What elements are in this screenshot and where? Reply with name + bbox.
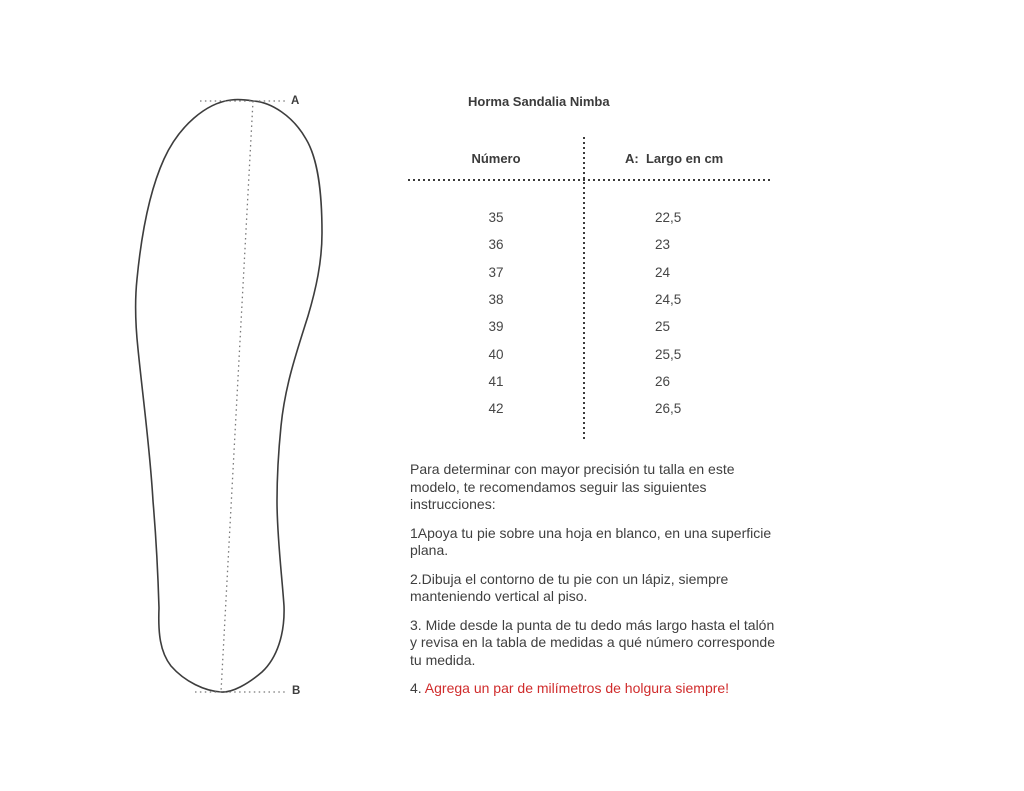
table-title: Horma Sandalia Nimba (468, 94, 610, 109)
table-row (400, 259, 780, 286)
instructions-intro: Para determinar con mayor precisión tu talla en este modelo, te recomendamos seguir las siguientes instrucciones: (410, 461, 735, 512)
size-length-cm: 23 (655, 237, 671, 253)
size-number: 39 (488, 319, 504, 335)
table-rows (400, 204, 780, 422)
size-number: 38 (488, 292, 504, 308)
table-row (400, 313, 780, 340)
table-row (400, 340, 780, 367)
instructions-block (410, 461, 784, 698)
size-number: 35 (488, 210, 504, 226)
foot-outline-path (136, 100, 322, 692)
table-row (400, 368, 780, 395)
size-number: 40 (488, 346, 504, 362)
column-header-numero: Número (471, 151, 521, 166)
size-length-cm: 22,5 (655, 210, 682, 226)
instruction-step-2: 2.Dibuja el contorno de tu pie con un lápiz, siempre manteniendo vertical al piso. (410, 570, 729, 604)
foot-outline-diagram (120, 85, 340, 705)
size-table (400, 85, 780, 455)
instruction-step-1: 1Apoya tu pie sobre una hoja en blanco, en una superficie plana. (410, 524, 772, 558)
table-row (400, 204, 780, 231)
table-row (400, 395, 780, 422)
measurement-line (221, 101, 253, 692)
marker-a-label: A (291, 95, 300, 107)
size-number: 37 (488, 264, 504, 280)
size-length-cm: 26 (655, 373, 671, 389)
table-divider-horizontal (408, 179, 770, 181)
instruction-step-3: 3. Mide desde la punta de tu dedo más largo hasta el talón y revisa en la tabla de medidas a qué número corresponde tu medida. (410, 616, 775, 668)
size-length-cm: 25,5 (655, 346, 682, 362)
size-length-cm: 26,5 (655, 401, 682, 417)
size-length-cm: 24,5 (655, 292, 682, 308)
instruction-step-4 (410, 680, 784, 698)
size-number: 41 (488, 373, 504, 389)
step-4-highlight-text: Agrega un par de milímetros de holgura siempre! (424, 680, 730, 696)
size-length-cm: 25 (655, 319, 671, 335)
column-header-largo: A: Largo en cm (625, 151, 724, 166)
size-length-cm: 24 (655, 264, 671, 280)
step-4-number: 4. (410, 680, 425, 696)
size-number: 36 (488, 237, 504, 253)
table-row (400, 231, 780, 258)
marker-b-label: B (292, 685, 301, 697)
size-number: 42 (488, 401, 504, 417)
table-row (400, 286, 780, 313)
